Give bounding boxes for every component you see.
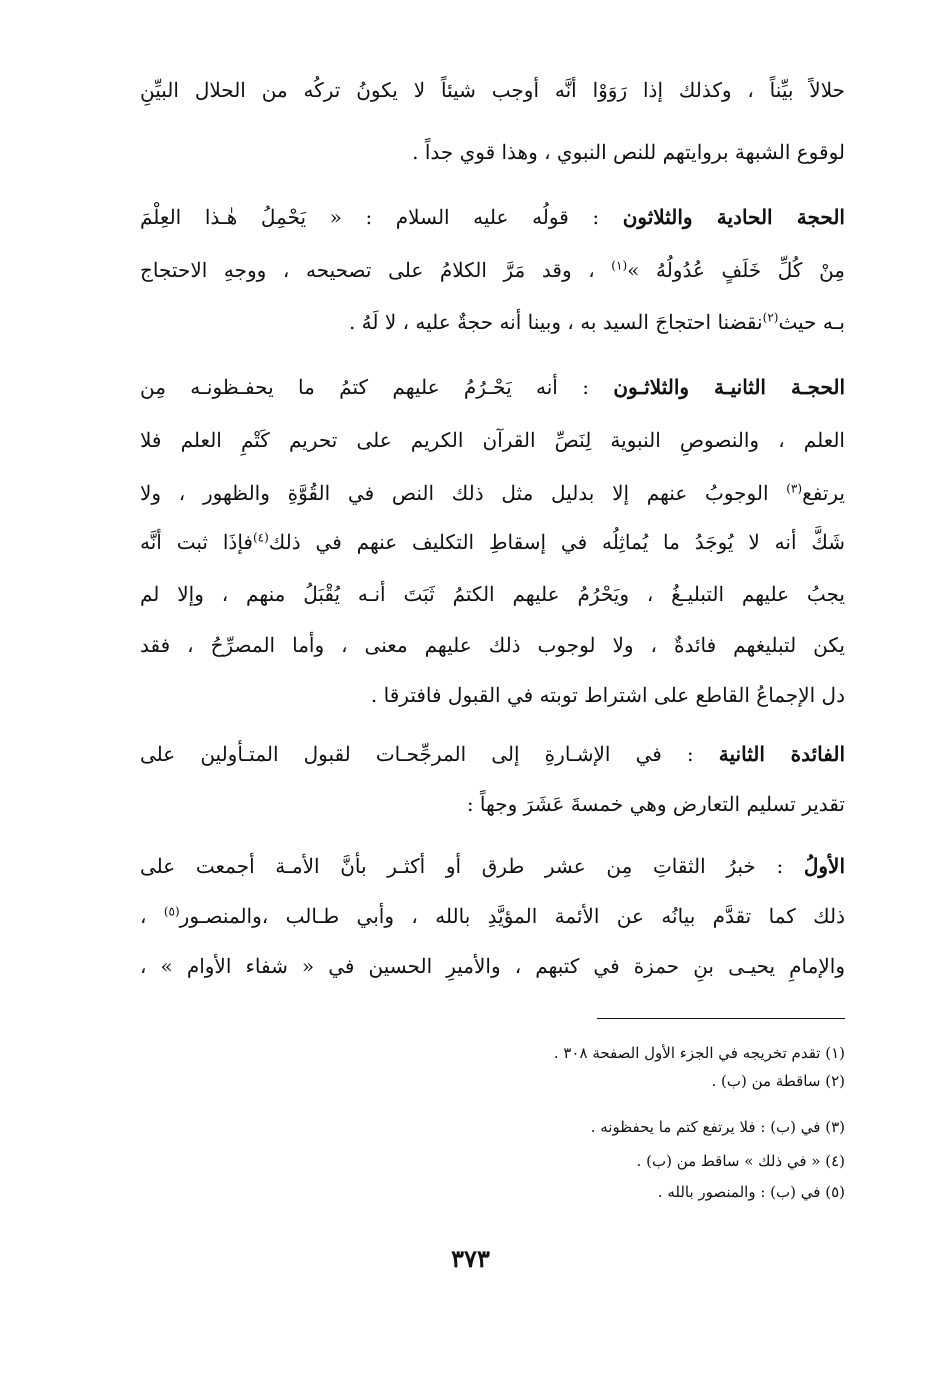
paragraph-3-line-4-text: فإذَا ثبت أنَّه [140,530,253,554]
paragraph-5-line-1-text: : خبرُ الثقاتِ مِن عشر طرق أو أكثـر بأنَّ الأمـة أجمعت على [140,854,784,878]
paragraph-5-line-2-text: ، [140,904,147,928]
footnote-ref-2: (٢) [762,310,779,325]
hadith-quote-end: مِنْ كُلِّ خَلَفٍ عُدُولُهُ » [627,258,845,282]
paragraph-5-line-2 [140,896,845,936]
paragraph-5-line-3: والإمامِ يحيـى بنِ حمزة في كتبهم ، والأميرِ الحسين في « شفاء الأوام » ، [140,954,845,978]
paragraph-1-line-1: حلالاً بيِّناً ، وكذلك إذا رَوَوْا أنَّه أوجب شيئاً لا يكونُ تركُه من الحلال البيِّنِ [140,78,845,102]
paragraph-4-line-1-text: : في الإشـارةِ إلى المرجِّحـات لقبول المتـأولين على [140,742,694,766]
paragraph-5-heading: الأولُ [803,854,845,878]
paragraph-3-line-1-text: : أنه يَحْـرُمُ عليهم كتمُ ما يحفـظونـه مِن [140,375,589,399]
footnote-ref-5: (٥) [163,904,180,919]
paragraph-2-heading: الحجة الحادية والثلاثون [622,205,845,229]
page-number: ٣٧٣ [451,1244,490,1273]
paragraph-3-line-3 [140,473,845,513]
paragraph-3-line-6: يكن لتبليغهم فائدةٌ ، ولا لوجوب ذلك عليهم معنى ، وأما المصرِّحُ ، فقد [140,633,845,657]
paragraph-1-line-2: لوقوع الشبهة بروايتهم للنص النبوي ، وهذا قوي جداً . [412,140,845,164]
paragraph-2-line-1-text: : قولُه عليه السلام : « يَحْمِلُ هٰـذا العِلْمَ [140,205,600,229]
paragraph-2-line-3 [140,302,845,342]
footnote-4: (٤) « في ذلك » ساقط من (ب) . [636,1152,845,1170]
footnote-1: (١) تقدم تخريجه في الجزء الأول الصفحة ٣٠٨ . [553,1044,845,1062]
paragraph-3-heading: الحجـة الثانيـة والثلاثـون [613,375,845,399]
paragraph-2-line-1 [140,197,845,237]
footnote-ref-4: (٤) [252,530,269,545]
paragraph-3-line-4-start: شَكَّ أنه لا يُوجَدُ ما يُماثِلُه في إسقاطِ التكليف عنهم في ذلك [268,530,845,554]
footnote-3: (٣) في (ب) : فلا يرتفع كتم ما يحفظونه . [590,1118,845,1136]
paragraph-2-line-3-text: نقضنا احتجاجَ السيد به ، وبينا أنه حجةٌ عليه ، لا لَهُ . [348,310,763,334]
footnote-2: (٢) ساقطة من (ب) . [711,1072,845,1090]
paragraph-3-line-3-start: يرتفع [802,481,845,505]
paragraph-4-line-2: تقدير تسليم التعارض وهي خمسةَ عَشَرَ وجهاً : [466,792,845,816]
paragraph-4-line-1 [140,734,845,774]
paragraph-5-line-1 [140,846,845,886]
paragraph-2-line-2-text: ، وقد مَرَّ الكلامُ على تصحيحه ، ووجهِ الاحتجاج [140,258,595,282]
paragraph-5-line-2-start: ذلك كما تقدَّم بيانُه عن الأئمة المؤيَّدِ بالله ، وأبي طـالب ،والمنصـور [179,904,845,928]
paragraph-3-line-1 [140,367,845,407]
footnote-5: (٥) في (ب) : والمنصور بالله . [657,1183,845,1201]
paragraph-2-line-3-start: بـه حيث [778,310,845,334]
paragraph-2-line-2 [140,250,845,290]
footnote-ref-1: (١) [611,258,628,273]
footnote-separator [597,1018,845,1019]
footnote-ref-3: (٣) [786,481,803,496]
paragraph-3-line-4 [140,522,845,562]
paragraph-3-line-2: العلم ، والنصوصِ النبوية لِنَصِّ القرآن الكريم على تحريم كَتْمِ العلم فلا [140,428,845,452]
paragraph-3-line-5: يجبُ عليهم التبليـغُ ، ويَحْرُمُ عليهم الكتمُ ثَبَتَ أنـه يُقْبَلُ منهم ، وإلا لم [140,582,845,606]
paragraph-4-heading: الفائدة الثانية [718,742,845,766]
paragraph-3-line-7: دل الإجماعُ القاطع على اشتراط توبته في القبول فافترقا . [370,683,845,707]
paragraph-3-line-3-text: الوجوبُ عنهم إلا بدليل مثل ذلك النص في القُوَّةِ والظهور ، ولا [140,481,769,505]
